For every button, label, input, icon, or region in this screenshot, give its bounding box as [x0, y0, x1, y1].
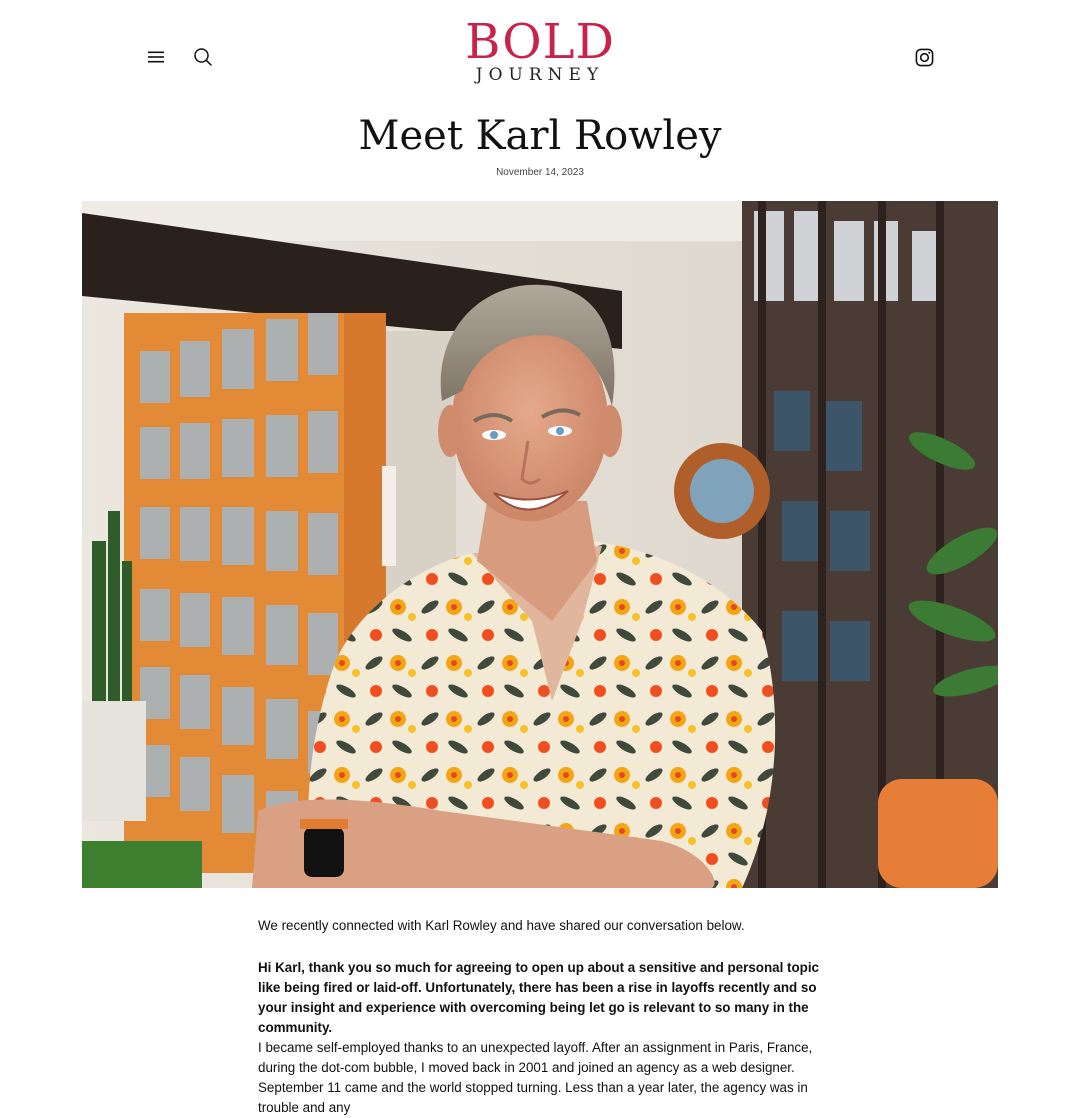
logo-bold-text: BOLD	[465, 14, 615, 70]
hero-photo	[82, 201, 998, 888]
hamburger-menu-icon	[147, 50, 165, 64]
interview-question: Hi Karl, thank you so much for agreeing to open up about a sensitive and personal topic like being fired or laid-off. Unfortunately, there has been a rise in layoffs recently and so your insight and experience with overcoming being let go is relevant to so many in the community.	[258, 960, 820, 1035]
site-logo[interactable]	[440, 14, 640, 90]
article-title: Meet Karl Rowley	[358, 113, 722, 159]
interview-answer: I became self-employed thanks to an unexpected layoff. After an assignment in Paris, France, during the dot-com bubble, I moved back in 2001 and joined an agency as a web designer. September 11 came and the world stopped turning. Less than a year later, the agency was in trouble and any	[258, 1040, 813, 1115]
article-intro: We recently connected with Karl Rowley and have shared our conversation below.	[258, 918, 745, 933]
search-button[interactable]	[191, 45, 215, 69]
search-icon	[193, 47, 213, 67]
article-date: November 14, 2023	[496, 167, 584, 178]
site-header	[0, 0, 1080, 110]
instagram-icon	[915, 48, 934, 67]
article-body	[258, 916, 830, 1118]
logo-journey-text: JOURNEY	[475, 65, 605, 85]
instagram-button[interactable]	[912, 45, 936, 69]
menu-button[interactable]	[144, 45, 168, 69]
